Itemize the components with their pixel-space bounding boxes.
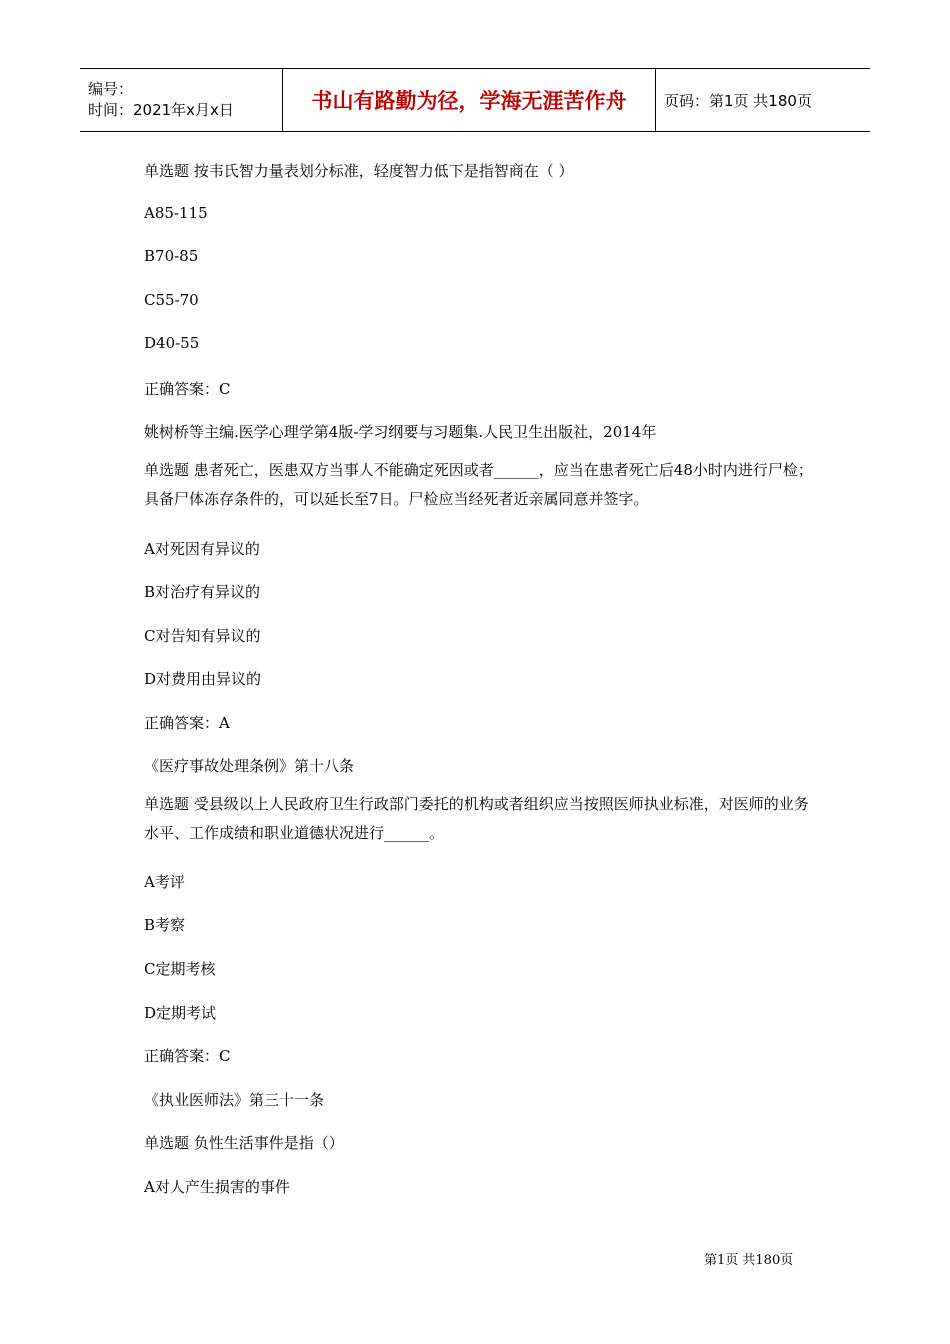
header-meta bbox=[80, 69, 282, 131]
header-motto: 书山有路勤为径，学海无涯苦作舟 bbox=[282, 69, 656, 131]
time-label: 时间：2021年x月x日 bbox=[88, 101, 234, 119]
question-2-option-a: A对死因有异议的 bbox=[144, 540, 260, 558]
question-3-option-b: B考察 bbox=[144, 916, 186, 934]
question-3-option-a: A考评 bbox=[144, 873, 185, 891]
question-1-option-d: D40-55 bbox=[144, 334, 200, 352]
question-1-option-b: B70-85 bbox=[144, 247, 199, 265]
question-1-answer: 正确答案：C bbox=[144, 380, 231, 398]
page-header bbox=[80, 68, 870, 132]
question-4-stem: 单选题 负性生活事件是指（） bbox=[144, 1134, 344, 1152]
question-3-answer: 正确答案：C bbox=[144, 1047, 231, 1065]
question-3-source: 《执业医师法》第三十一条 bbox=[144, 1091, 325, 1109]
question-1-option-c: C55-70 bbox=[144, 291, 199, 309]
question-1-source: 姚树桥等主编.医学心理学第4版-学习纲要与习题集.人民卫生出版社，2014年 bbox=[144, 423, 657, 441]
question-2-answer: 正确答案：A bbox=[144, 714, 230, 732]
question-4-option-a: A对人产生损害的事件 bbox=[144, 1178, 290, 1196]
question-2-option-c: C对告知有异议的 bbox=[144, 627, 261, 645]
question-1-stem: 单选题 按韦氏智力量表划分标准，轻度智力低下是指智商在（ ） bbox=[144, 162, 574, 180]
question-2-source: 《医疗事故处理条例》第十八条 bbox=[144, 757, 355, 775]
question-3-option-c: C定期考核 bbox=[144, 960, 216, 978]
question-3-stem: 单选题 受县级以上人民政府卫生行政部门委托的机构或者组织应当按照医师执业标准，对医师的业务水平、工作成绩和职业道德状况进行______。 bbox=[144, 795, 809, 842]
number-label: 编号： bbox=[88, 80, 134, 98]
question-2-option-d: D对费用由异议的 bbox=[144, 670, 262, 688]
question-2-option-b: B对治疗有异议的 bbox=[144, 583, 261, 601]
question-1-option-a: A85-115 bbox=[144, 204, 208, 222]
page-footer: 第1页 共180页 bbox=[704, 1253, 794, 1268]
question-3-option-d: D定期考试 bbox=[144, 1004, 217, 1022]
header-page-info: 页码：第1页 共180页 bbox=[664, 91, 812, 110]
question-2-stem: 单选题 患者死亡，医患双方当事人不能确定死因或者______，应当在患者死亡后48小时内进行尸检；具备尸体冻存条件的，可以延长至7日。尸检应当经死者近亲属同意并签字。 bbox=[144, 461, 813, 508]
